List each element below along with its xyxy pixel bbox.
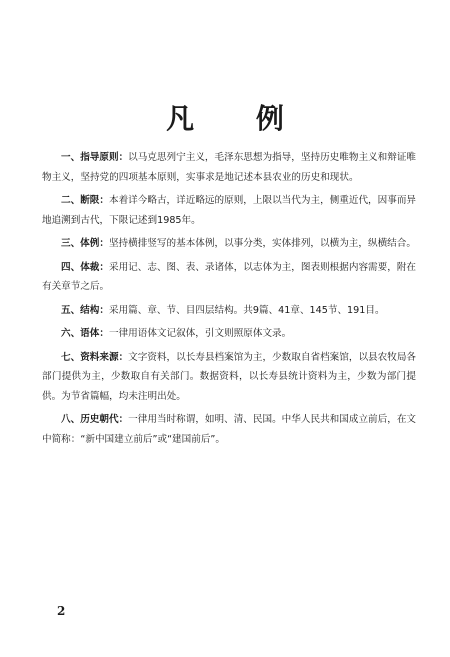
note-lead: 七、资料来源： xyxy=(61,351,129,363)
note-text: 坚持横排竖写的基本体例，以事分类，实体排列，以横为主，纵横结合。 xyxy=(108,238,416,249)
note-lead: 二、断限： xyxy=(61,195,109,206)
note-item-dynasties xyxy=(42,410,416,449)
note-text: 本着详今略古，详近略远的原则，上限以当代为主，侧重近代，因事而异地追溯到古代，下限记述到1985年。 xyxy=(42,195,417,226)
note-item-sources xyxy=(42,348,416,407)
note-lead: 三、体例： xyxy=(61,238,109,249)
note-text: 一律用语体文记叙体，引文则照原体文录。 xyxy=(108,328,292,339)
note-lead: 八、历史朝代： xyxy=(61,414,129,425)
note-item-structure xyxy=(42,301,416,321)
note-lead: 一、指导原则： xyxy=(61,152,129,163)
note-item-genre xyxy=(42,258,416,297)
note-item-guiding-principle xyxy=(42,148,416,187)
note-lead: 六、语体： xyxy=(61,328,109,339)
note-lead: 五、结构： xyxy=(61,304,109,316)
note-lead: 四、体裁： xyxy=(61,261,109,273)
note-text: 采用记、志、图、表、录诸体，以志体为主，图表则根据内容需要，附在有关章节之后。 xyxy=(42,261,417,292)
page-title: 凡 例 xyxy=(166,102,310,135)
note-text: 文字资料，以长寿县档案馆为主，少数取自省档案馆，以县农牧局各部门提供为主，少数取自有关部门。数据资料，以长寿县统计资料为主，少数为部门提供。为节省篇幅，均未注明出处。 xyxy=(42,351,417,402)
notes-body xyxy=(42,148,416,453)
note-item-time-limit xyxy=(42,191,416,230)
note-text: 一律用当时称谓，如明、清、民国。中华人民共和国成立前后，在文中简称：“新中国建立前后”或“建国前后”。 xyxy=(42,414,417,445)
note-item-language-style xyxy=(42,324,416,344)
note-text: 以马克思列宁主义，毛泽东思想为指导，坚持历史唯物主义和辩证唯物主义，坚持党的四项基本原则，实事求是地记述本县农业的历史和现状。 xyxy=(42,152,417,183)
note-text: 采用篇、章、节、目四层结构。共9篇、41章、145节、191目。 xyxy=(108,304,385,316)
page-number: 2 xyxy=(57,604,66,618)
note-item-format xyxy=(42,234,416,254)
